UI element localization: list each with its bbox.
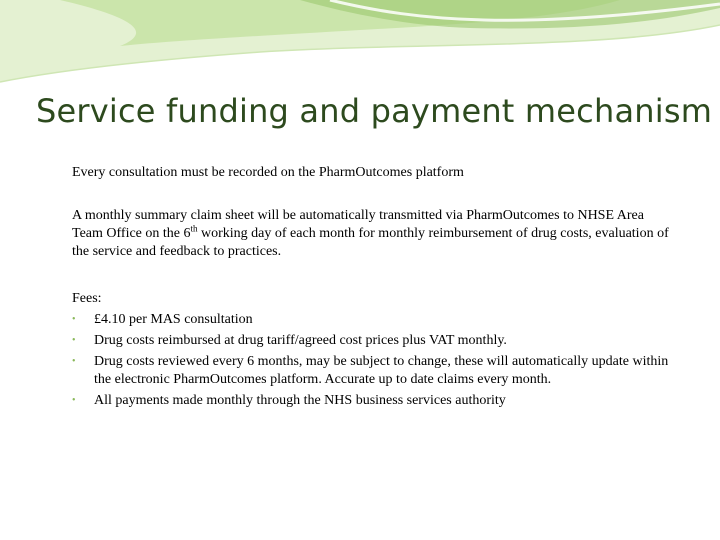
fee-item-payments	[72, 392, 672, 410]
ordinal-suffix: th	[190, 223, 198, 234]
claim-text-start: A monthly summary claim sheet will be automatically transmitted via PharmOutcomes to NHSE Area Team Office on the 6	[72, 208, 644, 241]
bullet-icon: •	[72, 356, 76, 367]
fee-item-review	[72, 353, 672, 389]
bullet-icon: •	[72, 395, 76, 406]
fee-item-text: Drug costs reviewed every 6 months, may be subject to change, these will automatically update within the electronic PharmOutcomes platform. Accurate up to date claims every month.	[94, 354, 669, 387]
slide-body	[72, 164, 672, 410]
fee-item-text: All payments made monthly through the NHS business services authority	[94, 393, 506, 408]
fee-item-text: £4.10 per MAS consultation	[94, 312, 253, 327]
fee-item-text: Drug costs reimbursed at drug tariff/agreed cost prices plus VAT monthly.	[94, 333, 507, 348]
claim-text-end: working day of each month for monthly reimbursement of drug costs, evaluation of the service and feedback to practices.	[72, 226, 669, 259]
slide-title: Service funding and payment mechanism	[36, 92, 713, 130]
header-wave-decoration	[0, 0, 720, 90]
fees-list	[72, 311, 672, 410]
fee-item-drug-costs	[72, 332, 672, 350]
bullet-icon: •	[72, 314, 76, 325]
fees-heading: Fees:	[72, 291, 102, 306]
recording-paragraph: Every consultation must be recorded on the PharmOutcomes platform	[72, 165, 464, 180]
claim-sheet-paragraph	[72, 207, 672, 261]
fee-item-consultation	[72, 311, 672, 329]
bullet-icon: •	[72, 335, 76, 346]
